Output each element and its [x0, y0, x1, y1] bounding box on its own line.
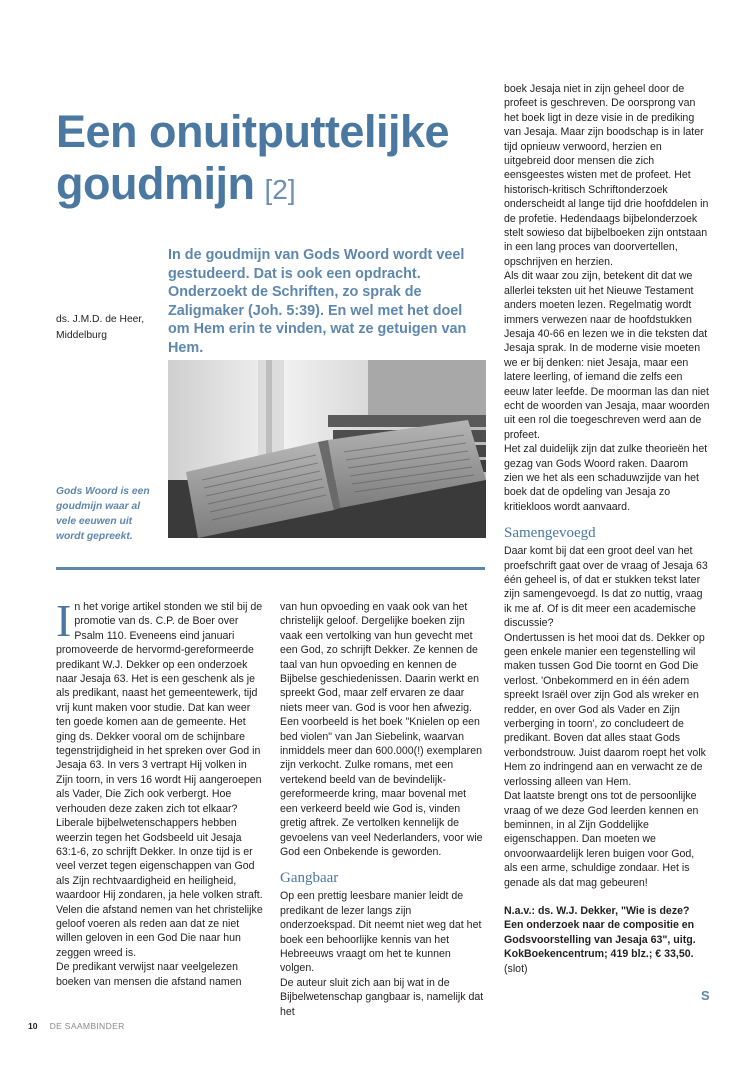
paragraph: Daar komt bij dat een groot deel van het proefschrift gaat over de vraag of Jesaja 63 één geheel is, of dat er stukken tekst later zijn samengevoegd. Is dat zo nuttig, vraag ik me af. Of is dit meer een academische discussie? [504, 545, 708, 630]
subheading-samengevoegd: Samengevoegd [504, 525, 596, 542]
body-column-3 [504, 82, 710, 976]
page-footer [28, 1021, 125, 1031]
open-bible-image [168, 360, 486, 538]
bible-photo [168, 360, 486, 538]
series-end-note: (slot) [504, 962, 528, 975]
title-line-2 [56, 158, 486, 216]
body-column-1 [56, 595, 264, 989]
section-divider [56, 567, 485, 570]
end-mark-icon: S [701, 988, 710, 1003]
lead-paragraph: In de goudmijn van Gods Woord wordt veel gestudeerd. Dat is ook een opdracht. Onderzoekt de Schriften, zo sprak de Zaligmaker (Joh. 5:39). En wel met het doel om Hem erin te vinden, wat ze getuigen van Hem. [168, 247, 467, 356]
article-title [56, 106, 486, 216]
title-line-1: Een onuitputtelijke [56, 106, 450, 157]
book-reference: N.a.v.: ds. W.J. Dekker, "Wie is deze? Een onderzoek naar de compositie en Godsvoorstelling van Jesaja 63", uitg. KokBoekencentrum; 419 blz.; € 33,50. [504, 904, 696, 961]
title-part-number: [2] [264, 174, 296, 205]
magazine-name: DE SAAMBINDER [49, 1021, 125, 1031]
paragraph: van hun opvoeding en vaak ook van het christelijk geloof. Dergelijke boeken zijn vaak een vertolking van hun gevecht met een God, zo schrijft Dekker. Ze kennen de taal van hun opvoeding en kennen de Bijbelse geschiedenissen. Daarin werkt en spreekt God, maar zelf ervaren ze daar niets meer van. God is voor hen afwezig. Een voorbeeld is het boek "Knielen op een bed violen" van Jan Siebelink, waarvan inmiddels meer dan 600.000(!) exemplaren zijn verkocht. Zulke romans, met een vertekend beeld van de bevindelijk-gereformeerde kring, maar bovenal met een verkeerd beeld wie God is, vinden gretig aftrek. Ze vertolken kennelijk de gevoelens van veel Nederlanders, voor wie God een Onbekende is geworden. [280, 601, 483, 858]
page-number: 10 [28, 1021, 38, 1031]
author-name: ds. J.M.D. de Heer, [56, 314, 145, 325]
paragraph: Het zal duidelijk zijn dat zulke theorieën het gezag van Gods Woord raken. Daarom zien we het als een schaduwzijde van het boek dat de opdeling van Jesaja zo kritiekloos wordt aanvaard. [504, 443, 708, 513]
paragraph: De auteur sluit zich aan bij wat in de Bijbelwetenschap gangbaar is, namelijk dat het [280, 976, 484, 1018]
subheading-gangbaar: Gangbaar [280, 870, 339, 887]
paragraph: boek Jesaja niet in zijn geheel door de profeet is geschreven. De oorsprong van het boek ligt in deze visie in de prediking van Jesaja. Maar zijn boodschap is in later tijd opnieuw verwoord, herzien en uitgebreid door mensen die zich eensgeestes wisten met de profeet. Het historisch-kritisch Schriftonderzoek onderscheidt al lange tijd drie hoofddelen in de profetie. Hedendaags bijbelonderzoek stelt sowieso dat bijbelboeken zijn ontstaan in een lang proces van doorvertellen, opschrijven en herzien. [504, 83, 709, 268]
paragraph: Dat laatste brengt ons tot de persoonlijke vraag of we deze God leerden kennen en beminnen, in al Zijn Goddelijke eigenschappen. Dan moeten we onvoorwaardelijk leren buigen voor God, als een arme, schuldige zondaar. Het is genade als dat mag gebeuren! [504, 790, 699, 889]
author-byline [56, 312, 156, 344]
body-column-2 [280, 600, 486, 1019]
author-place: Middelburg [56, 330, 107, 341]
paragraph-text: n het vorige artikel stonden we stil bij de promotie van ds. C.P. de Boer over Psalm 110. Eveneens eind januari promoveerde de hervormd-gereformeerde predikant W.J. Dekker op een onderzoek naar Jesaja 63. Het is een geschenk als je als predikant, naast het gemeentewerk, tijd vrij kunt maken voor studie. Dat kan weer ten goede komen aan de gemeente. Het ging ds. Dekker vooral om de schijnbare tegenstrijdigheid in het spreken over God in Jesaja 63. In vers 3 vertrapt Hij volken in Zijn toorn, in vers 16 wordt Hij aangeroepen als Vader, Die Zich ook verbergt. Hoe verhouden deze zaken zich tot elkaar? Liberale bijbelwetenschappers hebben weerzin tegen het Godsbeeld uit Jesaja 63:1-6, zo schrijft Dekker. In onze tijd is er veel verzet tegen eigenschappen van God als Zijn rechtvaardigheid en heiligheid, waardoor Hij zondaren, ja hele volken straft. Velen die afstand nemen van het christelijke geloof voeren als reden aan dat ze niet willen geloven in een God Die naar hun zeggen wreed is. [56, 601, 263, 959]
paragraph: Op een prettig leesbare manier leidt de predikant de lezer langs zijn onderzoekspad. Dit neemt niet weg dat het boek een behoorlijke kennis van het Hebreeuws vraagt om het te kunnen volgen. [280, 890, 482, 975]
drop-cap: I [56, 595, 72, 646]
paragraph: Ondertussen is het mooi dat ds. Dekker op geen enkele manier een tegenstelling wil maken tussen God Die toornt en God Die verlost. 'Onbekommerd en in één adem spreekt Israël over zijn God als wreker en redder, en over God als Vader en Zijn verberging in toorn', zo concludeert de predikant. Boven dat alles staat Gods verbondstrouw. Juist daarom roept het volk Hem zo indringend aan en verwacht ze de verlossing alleen van Hem. [504, 631, 706, 788]
title-word: goudmijn [56, 158, 255, 209]
paragraph [56, 595, 264, 960]
paragraph: De predikant verwijst naar veelgelezen boeken van mensen die afstand namen [56, 961, 242, 988]
paragraph: Als dit waar zou zijn, betekent dit dat we allerlei teksten uit het Nieuwe Testament anders moeten lezen. Regelmatig wordt immers verwezen naar de hoofdstukken Jesaja 40-66 en lezen we in die teksten dat Jesaja sprak. In de moderne visie moeten we er bij denken: niet Jesaja, maar een latere leerling, of iemand die zelfs een eeuw later leefde. De moorman las dan niet echt de woorden van Jesaja, maar woorden uit een rol die toegeschreven werd aan de profeet. [504, 270, 710, 441]
photo-caption: Gods Woord is een goudmijn waar al vele eeuwen uit wordt gepreekt. [56, 486, 150, 542]
